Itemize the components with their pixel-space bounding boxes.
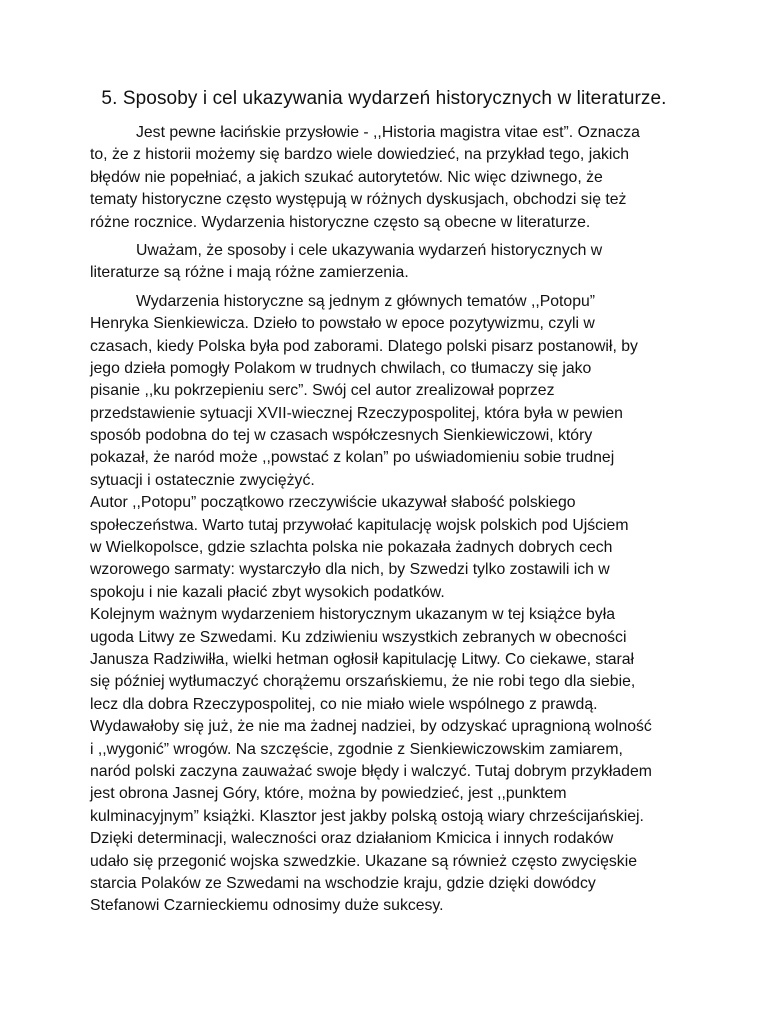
text-line: wzorowego sarmaty: wystarczyło dla nich, by Szwedzi tylko zostawili ich w — [90, 561, 610, 579]
text-line: literaturze są różne i mają różne zamierzenia. — [90, 264, 409, 282]
text-line: Dzięki determinacji, waleczności oraz działaniom Kmicica i innych rodaków — [90, 830, 614, 848]
text-line: kulminacyjnym” książki. Klasztor jest jakby polską ostoją wiary chrześcijańskiej. — [90, 807, 644, 825]
text-line: starcia Polaków ze Szwedami na wschodzie kraju, gdzie dzięki dowódcy — [90, 874, 596, 892]
text-line: Uważam, że sposoby i cele ukazywania wydarzeń historycznych w — [136, 241, 603, 259]
text-line: przedstawienie sytuacji XVII-wiecznej Rzeczypospolitej, która była w pewien — [90, 404, 623, 422]
text-line: Wydawałoby się już, że nie ma żadnej nadziei, by odzyskać upragnioną wolność — [90, 718, 652, 736]
document-body — [90, 122, 690, 918]
paragraph-2 — [90, 240, 690, 285]
text-line: i ,,wygonić” wrogów. Na szczęście, zgodnie z Sienkiewiczowskim zamiarem, — [90, 740, 623, 758]
text-line: jest obrona Jasnej Góry, które, można by powiedzieć, jest ,,punktem — [90, 785, 567, 803]
text-line: to, że z historii możemy się bardzo wiele dowiedzieć, na przykład tego, jakich — [90, 146, 630, 164]
text-line: tematy historyczne często występują w różnych dyskusjach, obchodzi się też — [90, 191, 627, 209]
text-line: sposób podobna do tej w czasach współczesnych Sienkiewiczowi, który — [90, 427, 593, 445]
text-line: błędów nie popełniać, a jakich szukać autorytetów. Nic więc dziwnego, że — [90, 168, 603, 186]
text-line: jego dzieła pomogły Polakom w trudnych chwilach, co tłumaczy się jako — [90, 359, 592, 377]
text-line: czasach, kiedy Polska była pod zaborami. Dlatego polski pisarz postanowił, by — [90, 337, 638, 355]
text-line: pokazał, że naród może ,,powstać z kolan” po uświadomieniu sobie trudnej — [90, 449, 615, 467]
paragraph-3 — [90, 291, 690, 918]
text-line: naród polski zaczyna zauważać swoje błędy i walczyć. Tutaj dobrym przykładem — [90, 762, 652, 780]
text-line: Wydarzenia historyczne są jednym z głównych tematów ,,Potopu” — [136, 292, 596, 310]
text-line: Autor ,,Potopu” początkowo rzeczywiście ukazywał słabość polskiego — [90, 494, 576, 512]
text-line: spokoju i nie kazali płacić zbyt wysokich podatków. — [90, 583, 445, 601]
text-line: się później wytłumaczyć chorążemu orszańskiemu, że nie robi tego dla siebie, — [90, 673, 636, 691]
text-line: sytuacji i ostatecznie zwyciężyć. — [90, 471, 315, 489]
text-line: społeczeństwa. Warto tutaj przywołać kapitulację wojsk polskich pod Ujściem — [90, 516, 629, 534]
text-line: Jest pewne łacińskie przysłowie - ,,Historia magistra vitae est”. Oznacza — [136, 124, 640, 141]
text-line: pisanie ,,ku pokrzepieniu serc”. Swój cel autor zrealizował poprzez — [90, 382, 555, 400]
text-line: udało się przegonić wojska szwedzkie. Ukazane są również często zwycięskie — [90, 852, 637, 870]
text-line: lecz dla dobra Rzeczypospolitej, co nie miało wiele wspólnego z prawdą. — [90, 695, 598, 713]
text-line: różne rocznice. Wydarzenia historyczne często są obecne w literaturze. — [90, 213, 591, 231]
document-heading: 5. Sposoby i cel ukazywania wydarzeń historycznych w literaturze. — [101, 88, 667, 109]
text-line: Stefanowi Czarnieckiemu odnosimy duże sukcesy. — [90, 897, 444, 915]
text-line: Henryka Sienkiewicza. Dzieło to powstało w epoce pozytywizmu, czyli w — [90, 315, 595, 333]
text-line: Janusza Radziwiłła, wielki hetman ogłosił kapitulację Litwy. Co ciekawe, starał — [90, 650, 635, 668]
paragraph-1 — [90, 122, 690, 234]
text-line: w Wielkopolsce, gdzie szlachta polska nie pokazała żadnych dobrych cech — [90, 539, 613, 557]
text-line: ugoda Litwy ze Szwedami. Ku zdziwieniu wszystkich zebranych w obecności — [90, 628, 627, 646]
text-line: Kolejnym ważnym wydarzeniem historycznym ukazanym w tej książce była — [90, 606, 615, 624]
